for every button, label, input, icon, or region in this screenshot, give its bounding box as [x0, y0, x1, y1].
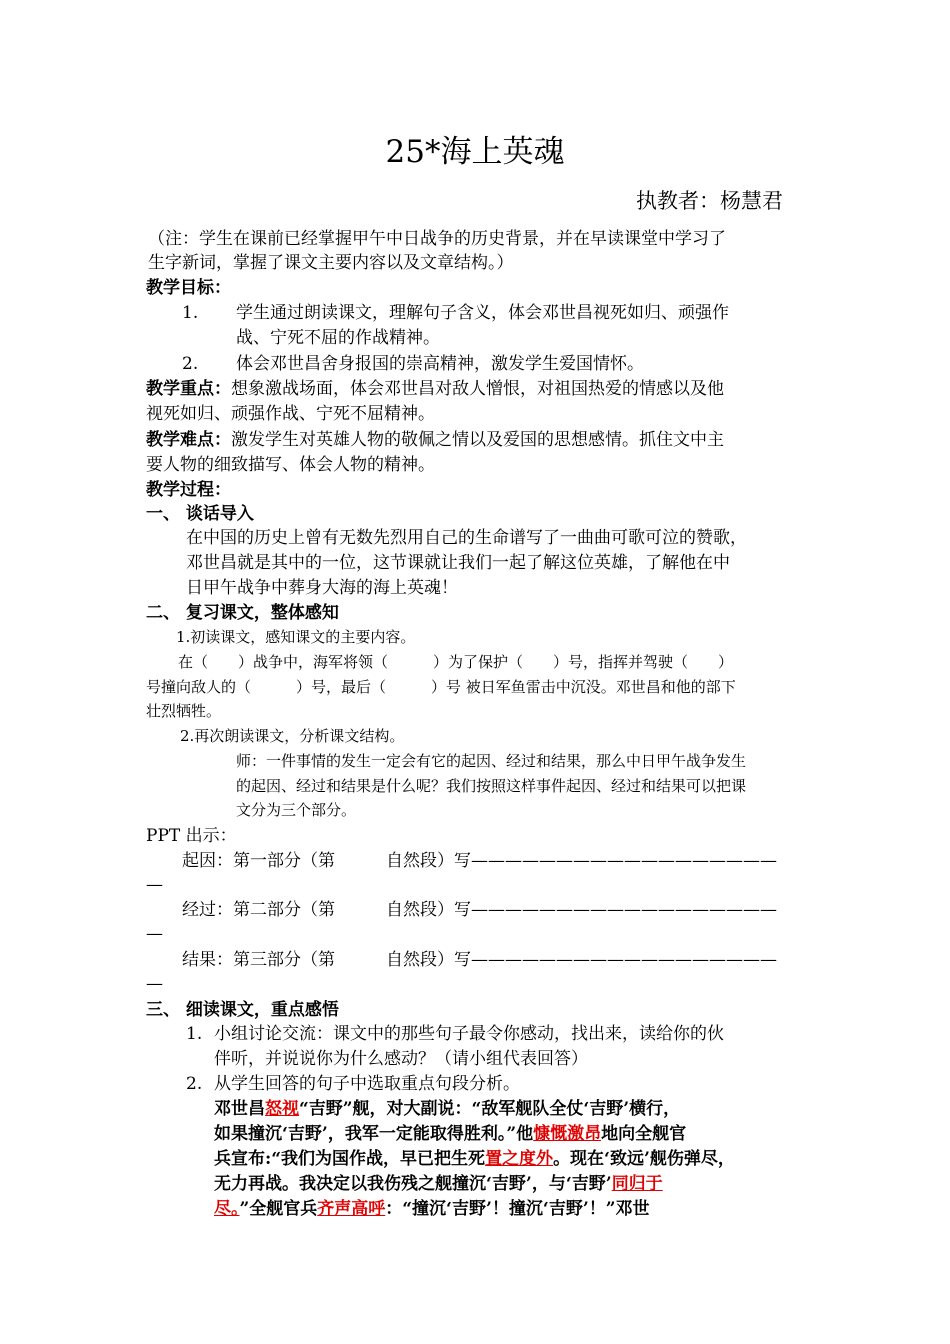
quote-highlight: 怒视 — [265, 1099, 299, 1119]
key-points-line-2: 视死如归、顽强作战、宁死不屈精神。 — [146, 404, 435, 424]
quote-text: 兵宣布:“我们为国作战，早已把生死 — [214, 1149, 486, 1169]
fill-blank-line-1: 在（ ）战争中，海军将领（ ）为了保护（ ）号，指挥并驾驶（ ） — [178, 653, 734, 671]
goal-2-num: 2. — [182, 354, 199, 374]
quote-text: 地向全舰官 — [601, 1124, 687, 1144]
s3-item-2-line-1: 从学生回答的句子中选取重点句段分析。 — [214, 1074, 520, 1094]
key-points-line-1 — [146, 377, 724, 401]
section-2-p2: 2.再次朗读课文，分析课文结构。 — [180, 727, 405, 745]
quote-text: 邓世昌 — [214, 1099, 265, 1119]
difficulties-text: 激发学生对英雄人物的敬佩之情以及爱国的思想感情。抓住文中主 — [231, 430, 724, 450]
difficulties-line-2: 要人物的细致描写、体会人物的精神。 — [146, 455, 435, 475]
goal-1-num: 1. — [182, 303, 199, 323]
ppt-label: PPT 出示： — [146, 826, 237, 846]
quote-text: “吉野”舰，对大副说：“敌军舰队全仗‘吉野’横行， — [299, 1099, 681, 1119]
goal-1-line-2: 战、宁死不屈的作战精神。 — [236, 328, 440, 348]
quote-text: 。现在‘致远’舰伤弹尽， — [553, 1149, 735, 1169]
quote-highlight: 同归于 — [611, 1174, 663, 1194]
s3-item-2-num: 2. — [186, 1074, 203, 1094]
section-1-line-2: 邓世昌就是其中的一位，这节课就让我们一起了解这位英雄，了解他在中 — [186, 553, 730, 573]
teacher-line-3: 文分为三个部分。 — [236, 801, 357, 819]
page-title: 25*海上英魂 — [385, 134, 565, 170]
quote-text: 如果撞沉‘吉野’，我军一定能取得胜利。”他 — [214, 1124, 534, 1144]
teacher-line-2: 的起因、经过和结果是什么呢？我们按照这样事件起因、经过和结果可以把课 — [236, 777, 747, 795]
s3-item-1-line-2: 伴听，并说说你为什么感动？（请小组代表回答） — [214, 1049, 588, 1069]
goals-heading: 教学目标： — [146, 278, 231, 298]
quote-line-3 — [214, 1147, 735, 1171]
difficulties-label: 教学难点： — [146, 430, 231, 450]
s3-item-1-line-1: 小组讨论交流：课文中的那些句子最令你感动，找出来，读给你的伙 — [214, 1024, 724, 1044]
fill-blank-line-2: 号撞向敌人的（ ）号，最后（ ）号 被日军鱼雷击中沉没。邓世昌和他的部下 — [146, 678, 736, 696]
quote-text: ：“撞沉‘吉野’！撞沉‘吉野’！”邓世 — [385, 1199, 650, 1219]
quote-line-2 — [214, 1122, 686, 1146]
quote-highlight: 慷慨激昂 — [533, 1124, 602, 1144]
quote-highlight: 尽。 — [214, 1199, 240, 1219]
section-2-p1: 1.初读课文，感知课文的主要内容。 — [176, 628, 416, 646]
author-line: 执教者：杨慧君 — [636, 189, 783, 213]
key-points-text: 想象激战场面，体会邓世昌对敌人憎恨，对祖国热爱的情感以及他 — [231, 379, 724, 399]
part-2-wrap: — — [146, 924, 163, 944]
quote-line-5 — [214, 1197, 650, 1221]
section-1-heading: 一、 谈话导入 — [146, 504, 254, 524]
note-line-1: （注：学生在课前已经掌握甲午中日战争的历史背景，并在早读课堂中学习了 — [148, 229, 726, 249]
key-points-label: 教学重点： — [146, 379, 231, 399]
part-3-line: 结果：第三部分（第 自然段）写—————————————————— — [182, 950, 777, 970]
process-heading: 教学过程： — [146, 480, 231, 500]
fill-blank-line-3: 壮烈牺牲。 — [146, 702, 222, 720]
quote-highlight: 置之度外 — [485, 1149, 554, 1169]
section-3-heading: 三、 细读课文，重点感悟 — [146, 1000, 339, 1020]
section-2-heading: 二、 复习课文，整体感知 — [146, 603, 339, 623]
s3-item-1-num: 1. — [186, 1024, 203, 1044]
part-1-line: 起因：第一部分（第 自然段）写—————————————————— — [182, 851, 777, 871]
section-1-line-1: 在中国的历史上曾有无数先烈用自己的生命谱写了一曲曲可歌可泣的赞歌， — [186, 528, 747, 548]
part-1-wrap: — — [146, 875, 163, 895]
goal-1-line-1: 学生通过朗读课文，理解句子含义，体会邓世昌视死如归、顽强作 — [236, 303, 729, 323]
part-3-wrap: — — [146, 974, 163, 994]
goal-2-line-1: 体会邓世昌舍身报国的崇高精神，激发学生爱国情怀。 — [236, 354, 644, 374]
quote-line-4 — [214, 1172, 663, 1196]
quote-highlight: 齐声高呼 — [317, 1199, 386, 1219]
difficulties-line-1 — [146, 428, 724, 452]
section-1-line-3: 日甲午战争中葬身大海的海上英魂！ — [186, 578, 458, 598]
quote-line-1 — [214, 1097, 680, 1121]
quote-text: ”全舰官兵 — [239, 1199, 318, 1219]
quote-text: 无力再战。我决定以我伤残之舰撞沉‘吉野’，与‘吉野’ — [214, 1174, 612, 1194]
note-line-2: 生字新词，掌握了课文主要内容以及文章结构。） — [148, 253, 514, 273]
part-2-line: 经过：第二部分（第 自然段）写—————————————————— — [182, 900, 777, 920]
teacher-line-1: 师：一件事情的发生一定会有它的起因、经过和结果，那么中日甲午战争发生 — [236, 752, 747, 770]
